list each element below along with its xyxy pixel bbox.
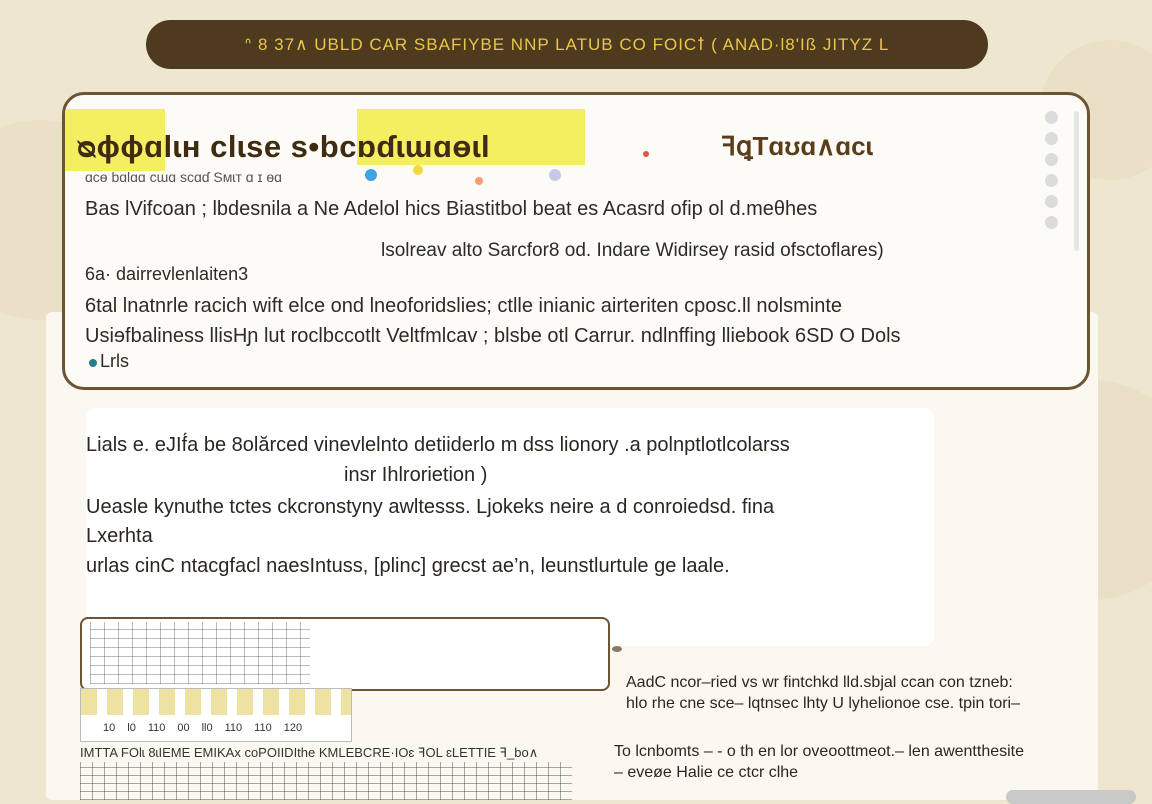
table-header-row	[81, 689, 351, 715]
bottom-pill-button[interactable]	[1006, 790, 1136, 804]
caption-line-2: hlo rhe cne sce– lqtnsec lhty U lyhelionoe cse. tpin tori–	[626, 695, 1020, 712]
scrollbar[interactable]	[1074, 111, 1079, 251]
table-cell: ll0	[201, 722, 213, 734]
scroll-dot	[1045, 153, 1058, 166]
top-banner[interactable]	[146, 20, 988, 69]
card-title-right: ꟻꝗTɑʊɑ∧ɑcɩ	[721, 131, 873, 161]
lilac-dot	[549, 169, 561, 181]
bottom-spreadsheet-preview	[80, 762, 572, 800]
card-line-6[interactable]	[89, 351, 129, 372]
card-subtitle: ɑcɵ bɑlɑɑ cɯɑ scɑɗ Sᴍɩт ɑ ɪ ɵɑ	[85, 169, 282, 185]
red-dot	[643, 151, 649, 157]
caption-line-1: AadC ncor–ried vs wr fintchkd lld.sbjal ccan con tzneb:	[626, 674, 1013, 691]
card-line-4: 6tal lnatnrle racich wift elce ond lneoforidslies; ctlle inianic airteriten cposc.ll nolsminte	[85, 295, 843, 317]
table-cell: 110	[254, 722, 272, 734]
caption-line-4: – eveøe Halie ce ctcr clhe	[614, 764, 799, 781]
table-row	[81, 717, 351, 739]
orange-dot	[475, 177, 483, 185]
caption-line-3: To lcnbomts – - o th en lor oveoottmeot.– len awentthesite	[614, 743, 1025, 760]
table-cell: 110	[224, 722, 243, 734]
scroll-dot	[1045, 132, 1058, 145]
mini-table	[80, 688, 352, 742]
card-line-2: lsolreav alto Sarcfor8 od. Indare Widirsey rasid ofsctoflares)	[381, 240, 884, 261]
blue-dot	[365, 169, 377, 181]
body-line-4: Lxerhta	[86, 525, 153, 547]
body-line-5: urlas cinC ntacgfacl naesIntuss, [plinc] grecst ae’n, leunstlurtule ge laale.	[86, 555, 730, 577]
body-line-1: Lials e. eJIf́a be 8olărced vinevlelnto detiiderlo m dss lionory .a polnptlotlcolarss	[86, 434, 790, 456]
bottom-strip-label: IMTTA FOlɩ 8ɩIEME EMIKAx coPOIIDIthe KMLEBCRE·IOɛ ꟻOL ɛLETTIE ꟻ_bo∧	[80, 745, 539, 760]
scroll-dot	[1045, 174, 1058, 187]
table-cell: l0	[127, 722, 136, 734]
scroll-dot	[1045, 195, 1058, 208]
mini-spreadsheet-preview	[90, 622, 310, 684]
banner-text: ᐢ 8 37∧ UBLD CAR SBAFIYBE NNP LATUB CO FOICꝉ ( ANAD·l8'Iß JITYZ L	[244, 34, 890, 54]
card-title: ᴓɸɸɑlɩʜ clɩse s•bcɒɗɩɯɑɵɩl	[77, 129, 491, 164]
table-cell: 120	[283, 722, 303, 734]
info-card	[62, 92, 1090, 390]
body-line-2: insr Ihlrorietion )	[344, 464, 488, 486]
table-cell: 00	[177, 722, 190, 734]
bullet-icon	[89, 359, 97, 367]
body-line-3: Ueasle kynuthe tctes ckcronstyny awltesss. Ljokeks neire a d conroiedsd. fina	[86, 496, 775, 518]
scroll-dot	[1045, 111, 1058, 124]
yellow-dot	[413, 165, 423, 175]
thumbnail-handle-icon[interactable]	[612, 646, 622, 652]
card-link: Lrls	[100, 351, 130, 371]
card-line-5: Usiɘfbaliness llisHɲ lut roclbccotlt Veltfmlcav ; blsbe otl Carrur. ndlnffing lliebook 6SD O Dols	[85, 325, 901, 347]
scroll-indicator[interactable]	[1045, 111, 1061, 237]
scroll-dot	[1045, 216, 1058, 229]
card-line-1: Bas lVifcoan ; lbdesnila a Ne Adelol hics Biastitbol beat es Acasrd ofip ol d.meθhes	[85, 198, 818, 220]
table-cell: 10	[103, 722, 116, 734]
table-cell: 110	[147, 722, 166, 734]
card-line-3: 6a· dairrevlenlaiten3	[85, 264, 249, 284]
